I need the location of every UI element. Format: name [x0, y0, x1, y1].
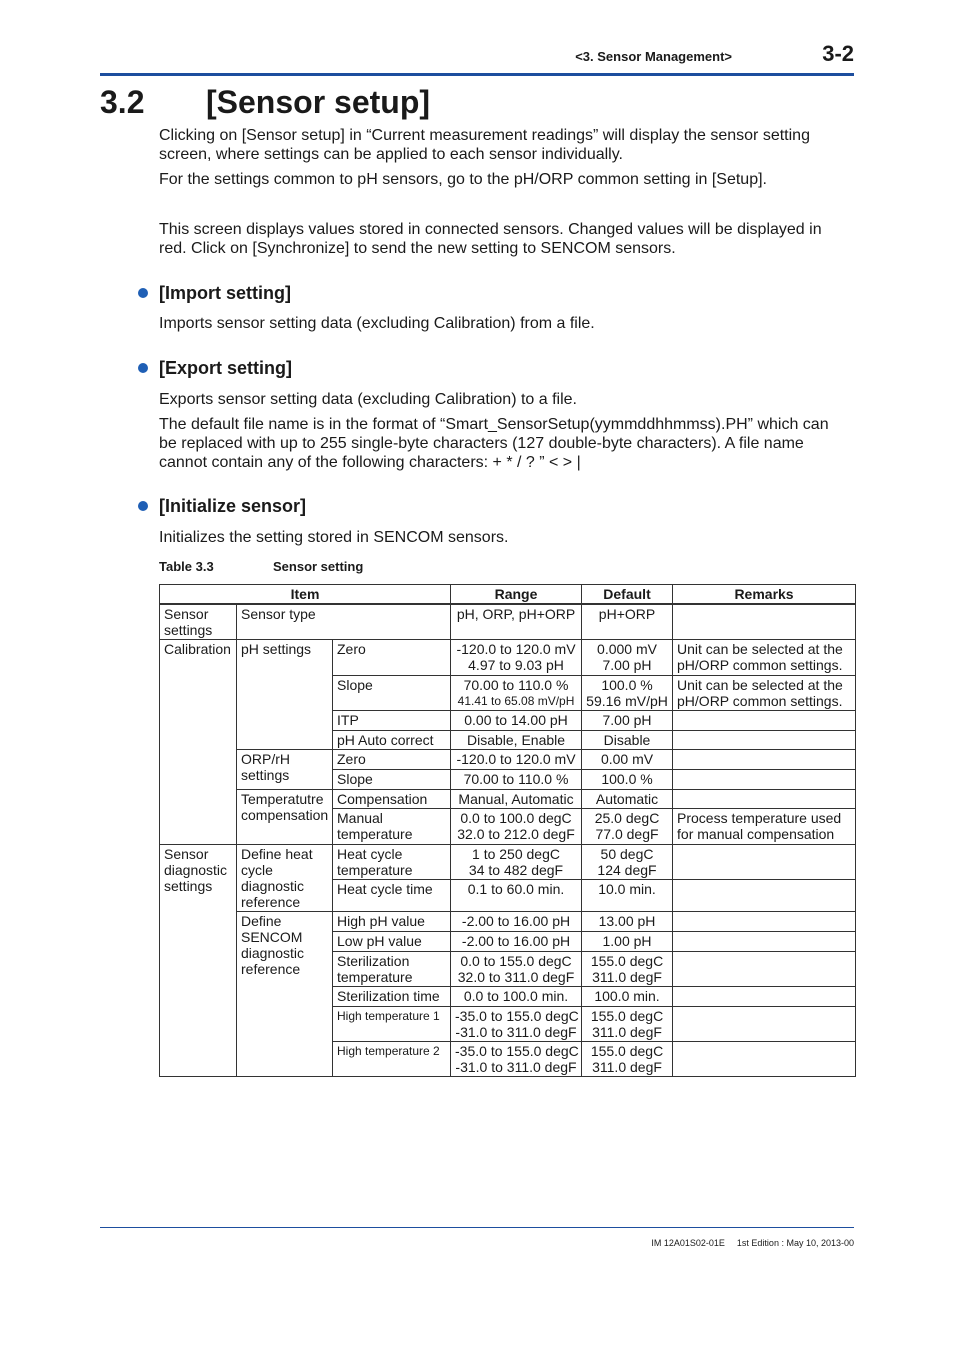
item-cell: Heat cycle temperature — [333, 845, 451, 880]
remarks-cell: Unit can be selected at the pH/ORP common settings. — [673, 640, 856, 676]
remarks-cell — [673, 880, 856, 912]
default-cell: Automatic — [582, 790, 673, 809]
default-cell: 100.0 min. — [582, 987, 673, 1007]
range-cell: 0.0 to 100.0 min. — [451, 987, 582, 1007]
remarks-cell — [673, 932, 856, 952]
range-cell: -120.0 to 120.0 mV — [451, 750, 582, 770]
item-cell: Sterilization time — [333, 987, 451, 1007]
item-cell: Low pH value — [333, 932, 451, 952]
default-cell: 13.00 pH — [582, 912, 673, 932]
remarks-cell — [673, 750, 856, 770]
remarks-cell: Unit can be selected at the pH/ORP common settings. — [673, 676, 856, 711]
range-cell: pH, ORP, pH+ORP — [451, 604, 582, 640]
section-number: 3.2 — [100, 84, 145, 120]
range-cell: 1 to 250 degC 34 to 482 degF — [451, 845, 582, 880]
default-cell: 155.0 degC 311.0 degF — [582, 952, 673, 987]
remarks-cell: Process temperature used for manual compensation — [673, 809, 856, 845]
initialize-heading-text: [Initialize sensor] — [159, 496, 307, 516]
table-row — [160, 912, 856, 932]
group-orp-settings: ORP/rH settings — [237, 750, 333, 790]
table-row — [160, 604, 856, 640]
section-title: [Sensor setup] — [206, 84, 431, 120]
table-caption-title: Sensor setting — [273, 559, 364, 574]
bullet-icon — [138, 363, 148, 373]
remarks-cell — [673, 952, 856, 987]
range-cell: -120.0 to 120.0 mV 4.97 to 9.03 pH — [451, 640, 582, 676]
group-ph-settings: pH settings — [237, 640, 333, 750]
header-range: Range — [451, 585, 582, 605]
header-default: Default — [582, 585, 673, 605]
group-heat-cycle-reference: Define heat cycle diagnostic reference — [237, 845, 333, 912]
footer-rule — [100, 1227, 854, 1228]
import-heading — [138, 283, 291, 304]
table-row — [160, 640, 856, 676]
default-cell: pH+ORP — [582, 604, 673, 640]
group-calibration: Calibration — [160, 640, 237, 845]
export-heading-text: [Export setting] — [159, 358, 292, 378]
range-cell: -2.00 to 16.00 pH — [451, 912, 582, 932]
remarks-cell — [673, 770, 856, 790]
range-cell: -2.00 to 16.00 pH — [451, 932, 582, 952]
intro-paragraph-1: Clicking on [Sensor setup] in “Current measurement readings” will display the sensor setting screen, where settings can be applied to each sensor individually. — [159, 127, 810, 163]
import-heading-text: [Import setting] — [159, 283, 291, 303]
header-section-title: <3. Sensor Management> — [575, 49, 732, 64]
sensor-setting-table — [159, 584, 856, 1077]
group-sencom-reference: Define SENCOM diagnostic reference — [237, 912, 333, 1077]
edition-info: 1st Edition : May 10, 2013-00 — [736, 1238, 854, 1248]
item-cell: ITP — [333, 711, 451, 731]
default-cell: 0.000 mV 7.00 pH — [582, 640, 673, 676]
range-cell: 0.0 to 155.0 degC 32.0 to 311.0 degF — [451, 952, 582, 987]
item-cell: Slope — [333, 676, 451, 711]
footer — [560, 1238, 854, 1248]
item-cell: Manual temperature — [333, 809, 451, 845]
range-cell: 70.00 to 110.0 % 41.41 to 65.08 mV/pH — [451, 676, 582, 711]
default-cell: 1.00 pH — [582, 932, 673, 952]
header-rule — [100, 73, 854, 76]
table-header-row — [160, 585, 856, 605]
import-description: Imports sensor setting data (excluding Calibration) from a file. — [159, 315, 595, 332]
bullet-icon — [138, 501, 148, 511]
bullet-icon — [138, 288, 148, 298]
item-cell: High temperature 1 — [333, 1007, 451, 1042]
header-page-number: 3-2 — [822, 41, 854, 66]
remarks-cell — [673, 1042, 856, 1077]
group-sensor-diagnostic: Sensor diagnostic settings — [160, 845, 237, 1077]
remarks-cell — [673, 604, 856, 640]
default-cell: 10.0 min. — [582, 880, 673, 912]
group-temperature-compensation: Temperatutre compensation — [237, 790, 333, 845]
export-filename-note: The default file name is in the format of “Smart_SensorSetup(yymmddhhmmss).PH” which can be replaced with up to 255 single-byte characters (127 double-byte characters). A file name cannot contain any of the following characters: + * / ? ” < > | — [159, 416, 829, 471]
range-cell: -35.0 to 155.0 degC -31.0 to 311.0 degF — [451, 1007, 582, 1042]
item-cell: High temperature 2 — [333, 1042, 451, 1077]
remarks-cell — [673, 731, 856, 750]
range-cell: Manual, Automatic — [451, 790, 582, 809]
remarks-cell — [673, 987, 856, 1007]
default-cell: 155.0 degC 311.0 degF — [582, 1042, 673, 1077]
default-cell: Disable — [582, 731, 673, 750]
initialize-heading — [138, 496, 306, 517]
item-cell: High pH value — [333, 912, 451, 932]
item-cell: Zero — [333, 640, 451, 676]
default-cell: 7.00 pH — [582, 711, 673, 731]
intro-paragraph-2: For the settings common to pH sensors, go to the pH/ORP common setting in [Setup]. — [159, 171, 767, 188]
item-cell: pH Auto correct — [333, 731, 451, 750]
range-cell: 0.0 to 100.0 degC 32.0 to 212.0 degF — [451, 809, 582, 845]
remarks-cell — [673, 790, 856, 809]
intro-paragraph-3: This screen displays values stored in connected sensors. Changed values will be displayed in red. Click on [Synchronize] to send the new setting to SENCOM sensors. — [159, 221, 822, 257]
initialize-description: Initializes the setting stored in SENCOM sensors. — [159, 529, 509, 546]
header-remarks: Remarks — [673, 585, 856, 605]
remarks-cell — [673, 1007, 856, 1042]
table-row — [160, 790, 856, 809]
remarks-cell — [673, 912, 856, 932]
item-cell: Compensation — [333, 790, 451, 809]
default-cell: 100.0 % 59.16 mV/pH — [582, 676, 673, 711]
item-cell: Sterilization temperature — [333, 952, 451, 987]
group-sensor-settings: Sensor settings — [160, 604, 237, 640]
item-cell: Zero — [333, 750, 451, 770]
remarks-cell — [673, 711, 856, 731]
default-cell: 155.0 degC 311.0 degF — [582, 1007, 673, 1042]
range-cell: -35.0 to 155.0 degC -31.0 to 311.0 degF — [451, 1042, 582, 1077]
default-cell: 100.0 % — [582, 770, 673, 790]
item-sensor-type: Sensor type — [237, 604, 451, 640]
export-description: Exports sensor setting data (excluding Calibration) to a file. — [159, 391, 577, 408]
default-cell: 50 degC 124 degF — [582, 845, 673, 880]
range-cell: 0.1 to 60.0 min. — [451, 880, 582, 912]
table-caption — [159, 559, 363, 574]
default-cell: 25.0 degC 77.0 degF — [582, 809, 673, 845]
range-cell: 0.00 to 14.00 pH — [451, 711, 582, 731]
table-row — [160, 750, 856, 770]
table-row — [160, 845, 856, 880]
default-cell: 0.00 mV — [582, 750, 673, 770]
table-caption-number: Table 3.3 — [159, 559, 214, 574]
item-cell: Slope — [333, 770, 451, 790]
page-title — [100, 84, 430, 121]
export-heading — [138, 358, 292, 379]
item-cell: Heat cycle time — [333, 880, 451, 912]
range-cell: 70.00 to 110.0 % — [451, 770, 582, 790]
header-item: Item — [160, 585, 451, 605]
range-cell: Disable, Enable — [451, 731, 582, 750]
document-number: IM 12A01S02-01E — [651, 1238, 725, 1248]
remarks-cell — [673, 845, 856, 880]
